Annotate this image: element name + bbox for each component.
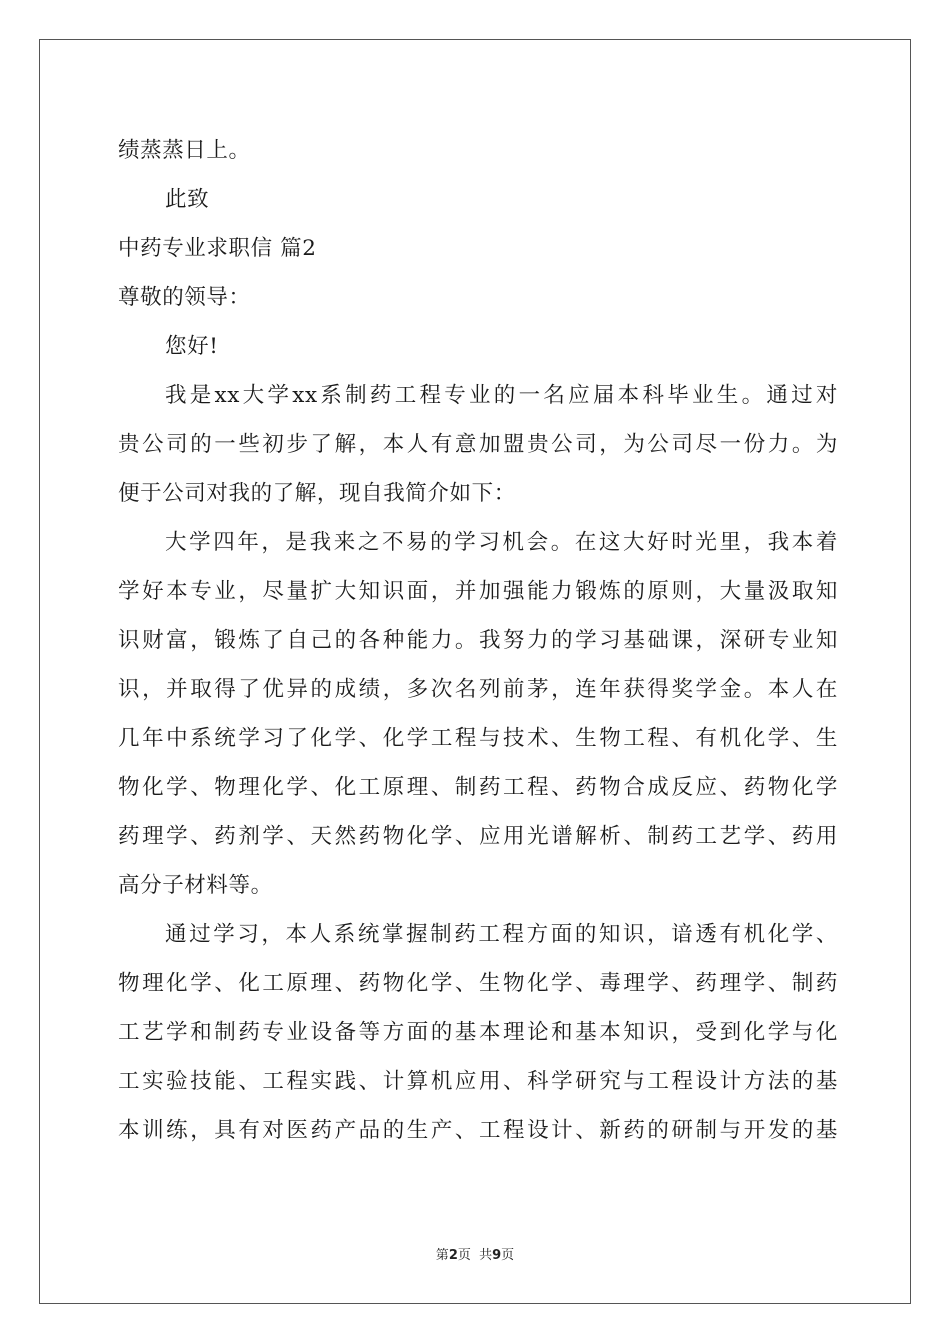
text-line: 工艺学和制药专业设备等方面的基本理论和基本知识，受到化学与化 <box>118 1020 838 1045</box>
current-page-number: 2 <box>448 1248 458 1263</box>
text-line: 物化学、物理化学、化工原理、制药工程、药物合成反应、药物化学 <box>118 775 838 800</box>
text-line: 识，并取得了优异的成绩，多次名列前茅，连年获得奖学金。本人在 <box>118 677 838 702</box>
text-line: 绩蒸蒸日上。 <box>118 138 251 163</box>
footer-mid: 页 共 <box>457 1248 493 1263</box>
text-line: 大学四年，是我来之不易的学习机会。在这大好时光里，我本着 <box>165 530 838 555</box>
text-line: 我是xx大学xx系制药工程专业的一名应届本科毕业生。通过对 <box>165 383 838 408</box>
page-footer <box>0 1244 950 1263</box>
text-line: 学好本专业，尽量扩大知识面，并加强能力锻炼的原则，大量汲取知 <box>118 579 838 604</box>
text-line: 此致 <box>165 187 210 212</box>
greeting: 您好! <box>165 334 219 359</box>
text-line: 药理学、药剂学、天然药物化学、应用光谱解析、制药工艺学、药用 <box>118 824 838 849</box>
footer-suffix: 页 <box>501 1248 515 1263</box>
text-line: 识财富，锻炼了自己的各种能力。我努力的学习基础课，深研专业知 <box>118 628 838 653</box>
text-line: 便于公司对我的了解，现自我简介如下： <box>118 481 516 506</box>
section-heading: 中药专业求职信 篇2 <box>118 236 317 261</box>
footer-prefix: 第 <box>435 1248 449 1263</box>
text-line: 工实验技能、工程实践、计算机应用、科学研究与工程设计方法的基 <box>118 1069 838 1094</box>
text-line: 通过学习，本人系统掌握制药工程方面的知识，谙透有机化学、 <box>165 922 838 947</box>
document-body <box>118 126 838 1155</box>
text-line: 贵公司的一些初步了解，本人有意加盟贵公司，为公司尽一份力。为 <box>118 432 838 457</box>
text-line: 物理化学、化工原理、药物化学、生物化学、毒理学、药理学、制药 <box>118 971 838 996</box>
total-page-number: 9 <box>492 1248 502 1263</box>
text-line: 几年中系统学习了化学、化学工程与技术、生物工程、有机化学、生 <box>118 726 838 751</box>
text-line: 本训练，具有对医药产品的生产、工程设计、新药的研制与开发的基 <box>118 1118 838 1143</box>
text-line: 高分子材料等。 <box>118 873 273 898</box>
salutation: 尊敬的领导： <box>118 285 251 310</box>
